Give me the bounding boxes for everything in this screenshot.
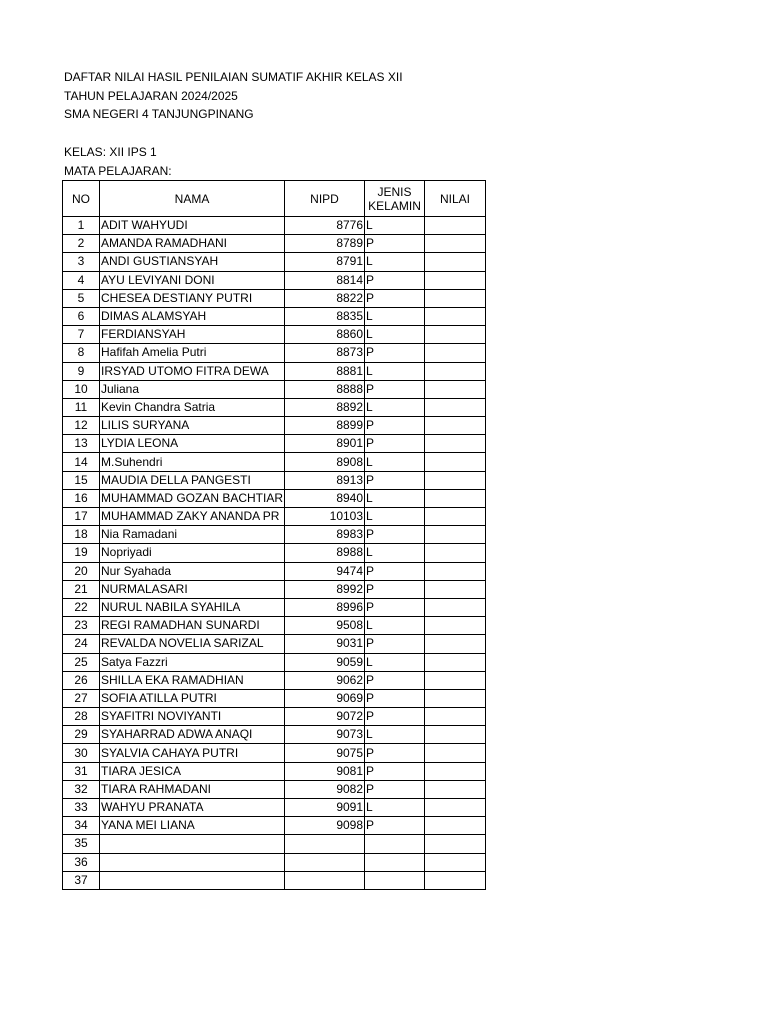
table-row: [63, 708, 486, 726]
table-row: [63, 380, 486, 398]
cell-no: 27: [63, 689, 100, 707]
cell-jenis-kelamin: P: [365, 271, 425, 289]
cell-nipd: 9082: [285, 780, 365, 798]
cell-nama: REVALDA NOVELIA SARIZAL: [100, 635, 285, 653]
table-row: [63, 762, 486, 780]
cell-nilai: [425, 744, 486, 762]
cell-no: 8: [63, 344, 100, 362]
cell-nilai: [425, 653, 486, 671]
document-header: [64, 68, 403, 124]
cell-no: 33: [63, 799, 100, 817]
cell-nama: MAUDIA DELLA PANGESTI: [100, 471, 285, 489]
table-row: [63, 689, 486, 707]
cell-nipd: 9098: [285, 817, 365, 835]
cell-jenis-kelamin: P: [365, 598, 425, 616]
column-header-jenis-kelamin: [365, 181, 425, 217]
cell-nilai: [425, 817, 486, 835]
cell-no: 31: [63, 762, 100, 780]
cell-nipd: 9075: [285, 744, 365, 762]
cell-nilai: [425, 235, 486, 253]
cell-nilai: [425, 780, 486, 798]
cell-jenis-kelamin: [365, 871, 425, 889]
cell-jenis-kelamin: P: [365, 289, 425, 307]
table-row: [63, 217, 486, 235]
cell-nilai: [425, 871, 486, 889]
column-header-no: NO: [63, 181, 100, 217]
cell-nilai: [425, 489, 486, 507]
cell-nilai: [425, 289, 486, 307]
cell-no: 21: [63, 580, 100, 598]
cell-nipd: 8996: [285, 598, 365, 616]
cell-jenis-kelamin: P: [365, 635, 425, 653]
cell-jenis-kelamin: P: [365, 817, 425, 835]
cell-no: 29: [63, 726, 100, 744]
cell-nipd: 8789: [285, 235, 365, 253]
cell-nipd: 8860: [285, 326, 365, 344]
class-label: KELAS: XII IPS 1: [64, 145, 157, 159]
table-row: [63, 671, 486, 689]
cell-no: 28: [63, 708, 100, 726]
table-row: [63, 417, 486, 435]
cell-nilai: [425, 217, 486, 235]
table-row: [63, 344, 486, 362]
cell-nama: Satya Fazzri: [100, 653, 285, 671]
table-row: [63, 307, 486, 325]
cell-no: 36: [63, 853, 100, 871]
table-row: [63, 544, 486, 562]
table-row: [63, 799, 486, 817]
table-row: [63, 562, 486, 580]
cell-no: 17: [63, 508, 100, 526]
cell-nipd: 8901: [285, 435, 365, 453]
cell-nilai: [425, 544, 486, 562]
cell-nilai: [425, 526, 486, 544]
cell-jenis-kelamin: P: [365, 344, 425, 362]
cell-no: 2: [63, 235, 100, 253]
table-row: [63, 453, 486, 471]
cell-nipd: 8791: [285, 253, 365, 271]
cell-nilai: [425, 689, 486, 707]
cell-no: 11: [63, 398, 100, 416]
cell-no: 15: [63, 471, 100, 489]
cell-jenis-kelamin: [365, 835, 425, 853]
cell-nilai: [425, 380, 486, 398]
cell-nilai: [425, 435, 486, 453]
header-title: DAFTAR NILAI HASIL PENILAIAN SUMATIF AKHIR KELAS XII: [64, 70, 403, 84]
cell-nipd: [285, 835, 365, 853]
cell-jenis-kelamin: P: [365, 708, 425, 726]
cell-nilai: [425, 271, 486, 289]
cell-jenis-kelamin: P: [365, 580, 425, 598]
subject-label: MATA PELAJARAN:: [64, 163, 172, 178]
cell-nama: YANA MEI LIANA: [100, 817, 285, 835]
cell-nipd: 8988: [285, 544, 365, 562]
cell-nama: SHILLA EKA RAMADHIAN: [100, 671, 285, 689]
cell-nilai: [425, 580, 486, 598]
cell-nilai: [425, 453, 486, 471]
cell-jenis-kelamin: L: [365, 326, 425, 344]
cell-nama: Juliana: [100, 380, 285, 398]
table-row: [63, 653, 486, 671]
cell-nilai: [425, 508, 486, 526]
cell-jenis-kelamin: P: [365, 671, 425, 689]
cell-nipd: 8992: [285, 580, 365, 598]
cell-jenis-kelamin: P: [365, 417, 425, 435]
column-header-nama: NAMA: [100, 181, 285, 217]
cell-jenis-kelamin: P: [365, 235, 425, 253]
cell-nipd: 8814: [285, 271, 365, 289]
cell-jenis-kelamin: L: [365, 508, 425, 526]
cell-nama: TIARA JESICA: [100, 762, 285, 780]
cell-nilai: [425, 562, 486, 580]
cell-nipd: 8940: [285, 489, 365, 507]
cell-jenis-kelamin: L: [365, 307, 425, 325]
cell-jenis-kelamin: L: [365, 544, 425, 562]
table-body: [63, 217, 486, 890]
table-row: [63, 726, 486, 744]
cell-nama: LYDIA LEONA: [100, 435, 285, 453]
cell-nama: MUHAMMAD ZAKY ANANDA PR: [100, 508, 285, 526]
table-row: [63, 435, 486, 453]
table-row: [63, 471, 486, 489]
cell-nama: Kevin Chandra Satria: [100, 398, 285, 416]
cell-no: 25: [63, 653, 100, 671]
header-school-name: SMA NEGERI 4 TANJUNGPINANG: [64, 107, 254, 121]
cell-jenis-kelamin: L: [365, 398, 425, 416]
cell-nama: TIARA RAHMADANI: [100, 780, 285, 798]
cell-no: 9: [63, 362, 100, 380]
cell-nama: LILIS SURYANA: [100, 417, 285, 435]
cell-nama: ANDI GUSTIANSYAH: [100, 253, 285, 271]
cell-nama: SYALVIA CAHAYA PUTRI: [100, 744, 285, 762]
cell-nama: IRSYAD UTOMO FITRA DEWA: [100, 362, 285, 380]
cell-jenis-kelamin: L: [365, 617, 425, 635]
cell-nipd: 9059: [285, 653, 365, 671]
cell-nama: FERDIANSYAH: [100, 326, 285, 344]
cell-nipd: 8913: [285, 471, 365, 489]
cell-no: 19: [63, 544, 100, 562]
table-row: [63, 271, 486, 289]
cell-no: 26: [63, 671, 100, 689]
cell-nipd: 9091: [285, 799, 365, 817]
table-row: [63, 489, 486, 507]
cell-no: 37: [63, 871, 100, 889]
cell-nama: REGI RAMADHAN SUNARDI: [100, 617, 285, 635]
cell-nilai: [425, 617, 486, 635]
cell-no: 20: [63, 562, 100, 580]
cell-no: 12: [63, 417, 100, 435]
cell-nama: Nopriyadi: [100, 544, 285, 562]
table-row: [63, 362, 486, 380]
cell-nipd: 8822: [285, 289, 365, 307]
column-header-jk-line2: KELAMIN: [368, 198, 421, 213]
cell-nipd: [285, 871, 365, 889]
cell-no: 34: [63, 817, 100, 835]
column-header-nilai: NILAI: [425, 181, 486, 217]
cell-nipd: 8888: [285, 380, 365, 398]
cell-no: 14: [63, 453, 100, 471]
cell-jenis-kelamin: P: [365, 762, 425, 780]
cell-nilai: [425, 344, 486, 362]
table-row: [63, 235, 486, 253]
cell-no: 22: [63, 598, 100, 616]
cell-jenis-kelamin: L: [365, 799, 425, 817]
cell-nama: Nia Ramadani: [100, 526, 285, 544]
cell-nilai: [425, 253, 486, 271]
cell-nilai: [425, 835, 486, 853]
cell-no: 5: [63, 289, 100, 307]
cell-nilai: [425, 362, 486, 380]
cell-nama: [100, 871, 285, 889]
cell-jenis-kelamin: L: [365, 362, 425, 380]
cell-nipd: [285, 853, 365, 871]
table-row: [63, 635, 486, 653]
table-row: [63, 526, 486, 544]
cell-nama: DIMAS ALAMSYAH: [100, 307, 285, 325]
table-row: [63, 817, 486, 835]
cell-no: 13: [63, 435, 100, 453]
cell-nipd: 10103: [285, 508, 365, 526]
cell-nama: NURMALASARI: [100, 580, 285, 598]
table-row: [63, 835, 486, 853]
cell-nilai: [425, 762, 486, 780]
cell-nama: ADIT WAHYUDI: [100, 217, 285, 235]
cell-jenis-kelamin: P: [365, 744, 425, 762]
cell-nilai: [425, 398, 486, 416]
table-row: [63, 871, 486, 889]
cell-nipd: 8892: [285, 398, 365, 416]
cell-jenis-kelamin: L: [365, 653, 425, 671]
cell-nilai: [425, 471, 486, 489]
cell-nilai: [425, 307, 486, 325]
cell-nama: M.Suhendri: [100, 453, 285, 471]
column-header-nipd: NIPD: [285, 181, 365, 217]
cell-no: 23: [63, 617, 100, 635]
cell-nama: Nur Syahada: [100, 562, 285, 580]
cell-nipd: 9081: [285, 762, 365, 780]
cell-nama: [100, 853, 285, 871]
table-header-row: [63, 181, 486, 217]
cell-nilai: [425, 726, 486, 744]
cell-nilai: [425, 417, 486, 435]
cell-nipd: 8835: [285, 307, 365, 325]
cell-jenis-kelamin: P: [365, 780, 425, 798]
cell-no: 32: [63, 780, 100, 798]
cell-no: 10: [63, 380, 100, 398]
cell-nipd: 8908: [285, 453, 365, 471]
cell-nama: AMANDA RAMADHANI: [100, 235, 285, 253]
table-row: [63, 744, 486, 762]
cell-jenis-kelamin: L: [365, 253, 425, 271]
cell-nilai: [425, 708, 486, 726]
header-academic-year: TAHUN PELAJARAN 2024/2025: [64, 88, 238, 103]
table-row: [63, 598, 486, 616]
table-row: [63, 853, 486, 871]
cell-nama: WAHYU PRANATA: [100, 799, 285, 817]
cell-nilai: [425, 671, 486, 689]
cell-nilai: [425, 799, 486, 817]
cell-no: 24: [63, 635, 100, 653]
cell-nipd: 9062: [285, 671, 365, 689]
cell-no: 4: [63, 271, 100, 289]
cell-nipd: 9073: [285, 726, 365, 744]
cell-nilai: [425, 326, 486, 344]
cell-jenis-kelamin: L: [365, 726, 425, 744]
column-header-jk-line1: JENIS: [377, 184, 412, 199]
cell-no: 6: [63, 307, 100, 325]
cell-nama: SOFIA ATILLA PUTRI: [100, 689, 285, 707]
cell-nipd: 8899: [285, 417, 365, 435]
cell-nipd: 8881: [285, 362, 365, 380]
cell-no: 3: [63, 253, 100, 271]
cell-nama: CHESEA DESTIANY PUTRI: [100, 289, 285, 307]
cell-jenis-kelamin: P: [365, 689, 425, 707]
cell-no: 35: [63, 835, 100, 853]
cell-jenis-kelamin: P: [365, 380, 425, 398]
cell-no: 18: [63, 526, 100, 544]
table-row: [63, 326, 486, 344]
cell-nipd: 8983: [285, 526, 365, 544]
cell-nilai: [425, 853, 486, 871]
cell-nama: MUHAMMAD GOZAN BACHTIAR: [100, 489, 285, 507]
cell-nama: Hafifah Amelia Putri: [100, 344, 285, 362]
cell-jenis-kelamin: L: [365, 489, 425, 507]
cell-jenis-kelamin: [365, 853, 425, 871]
table-row: [63, 580, 486, 598]
cell-nipd: 8873: [285, 344, 365, 362]
cell-nilai: [425, 598, 486, 616]
table-row: [63, 780, 486, 798]
cell-nipd: 8776: [285, 217, 365, 235]
grade-table: [62, 180, 486, 890]
table-row: [63, 289, 486, 307]
cell-jenis-kelamin: L: [365, 217, 425, 235]
class-meta: [64, 143, 172, 180]
cell-nama: NURUL NABILA SYAHILA: [100, 598, 285, 616]
cell-nipd: 9474: [285, 562, 365, 580]
cell-no: 16: [63, 489, 100, 507]
table-row: [63, 617, 486, 635]
cell-nilai: [425, 635, 486, 653]
cell-nama: SYAFITRI NOVIYANTI: [100, 708, 285, 726]
cell-jenis-kelamin: P: [365, 526, 425, 544]
cell-nipd: 9508: [285, 617, 365, 635]
cell-nama: AYU LEVIYANI DONI: [100, 271, 285, 289]
cell-jenis-kelamin: P: [365, 435, 425, 453]
cell-nama: SYAHARRAD ADWA ANAQI: [100, 726, 285, 744]
cell-nama: [100, 835, 285, 853]
table-row: [63, 398, 486, 416]
cell-jenis-kelamin: P: [365, 471, 425, 489]
cell-no: 7: [63, 326, 100, 344]
cell-nipd: 9072: [285, 708, 365, 726]
cell-jenis-kelamin: P: [365, 562, 425, 580]
cell-jenis-kelamin: L: [365, 453, 425, 471]
cell-nipd: 9031: [285, 635, 365, 653]
cell-no: 30: [63, 744, 100, 762]
table-row: [63, 508, 486, 526]
table-row: [63, 253, 486, 271]
cell-no: 1: [63, 217, 100, 235]
cell-nipd: 9069: [285, 689, 365, 707]
